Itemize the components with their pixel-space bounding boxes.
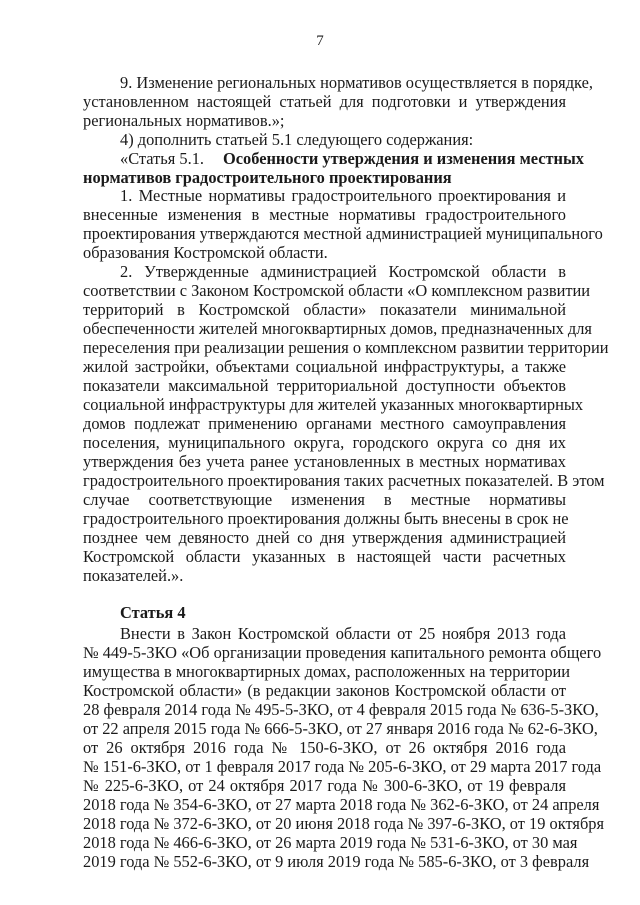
text-line: № 449-5-ЗКО «Об организации проведения капитального ремонта общего	[83, 643, 602, 662]
text-line: переселения при реализации решения о комплексном развитии территории	[83, 338, 609, 357]
text-line: соответствии с Законом Костромской области «О комплексном развитии	[83, 281, 591, 300]
text-line: установленном настоящей статьей для подготовки и утверждения	[83, 92, 566, 111]
article-label: «Статья 5.1.	[120, 149, 204, 168]
text-line: внесенные изменения в местные нормативы градостроительного	[83, 205, 566, 224]
text-line: домов подлежат применению органами местного самоуправления	[83, 414, 566, 433]
text-line: от 26 октября 2016 года № 150-6-ЗКО, от 26 октября 2016 года	[83, 738, 566, 757]
text-line: показатели максимальной территориальной доступности объектов	[83, 376, 566, 395]
text-line: поселения, муниципального округа, городского округа со дня их	[83, 433, 566, 452]
text-line: обеспеченности жителей многоквартирных домов, предназначенных для	[83, 319, 592, 338]
text-line: имущества в многоквартирных домах, расположенных на территории	[83, 662, 571, 681]
text-line: образования Костромской области.	[83, 243, 328, 262]
text-line: проектирования утверждаются местной администрацией муниципального	[83, 224, 603, 243]
text-line: градостроительного проектирования таких расчетных показателей. В этом	[83, 471, 605, 490]
text-line: позднее чем девяносто дней со дня утверждения администрацией	[83, 528, 566, 547]
text-line: 1. Местные нормативы градостроительного проектирования и	[120, 186, 566, 205]
text-line: территорий в Костромской области» показатели минимальной	[83, 300, 566, 319]
text-line: жилой застройки, объектами социальной инфраструктуры, а также	[83, 357, 566, 376]
text-line: 4) дополнить статьей 5.1 следующего содержания:	[120, 130, 474, 149]
text-line: 2018 года № 354-6-ЗКО, от 27 марта 2018 года № 362-6-ЗКО, от 24 апреля	[83, 795, 600, 814]
text-line: Костромской области» (в редакции законов Костромской области от	[83, 681, 566, 700]
text-line: № 151-6-ЗКО, от 1 февраля 2017 года № 205-6-ЗКО, от 29 марта 2017 года	[83, 757, 602, 776]
page-number: 7	[316, 33, 324, 49]
article-title: нормативов градостроительного проектирования	[83, 168, 452, 187]
text-line: 9. Изменение региональных нормативов осуществляется в порядке,	[120, 73, 593, 92]
text-line: случае соответствующие изменения в местные нормативы	[83, 490, 566, 509]
text-line: утверждения без учета ранее установленных в местных нормативах	[83, 452, 566, 471]
text-line: № 225-6-ЗКО, от 24 октября 2017 года № 300-6-ЗКО, от 19 февраля	[83, 776, 566, 795]
text-line: региональных нормативов.»;	[83, 111, 285, 130]
text-line: Костромской области указанных в настоящей части расчетных	[83, 547, 566, 566]
text-line: 2019 года № 552-6-ЗКО, от 9 июля 2019 года № 585-6-ЗКО, от 3 февраля	[83, 852, 590, 871]
text-line: от 22 апреля 2015 года № 666-5-ЗКО, от 27 января 2016 года № 62-6-ЗКО,	[83, 719, 598, 738]
text-line: 28 февраля 2014 года № 495-5-ЗКО, от 4 февраля 2015 года № 636-5-ЗКО,	[83, 700, 599, 719]
article-heading: Статья 4	[120, 603, 186, 622]
text-line: 2018 года № 372-6-ЗКО, от 20 июня 2018 года № 397-6-ЗКО, от 19 октября	[83, 814, 605, 833]
text-line: градостроительного проектирования должны быть внесены в срок не	[83, 509, 569, 528]
text-line: 2018 года № 466-6-ЗКО, от 26 марта 2019 года № 531-6-ЗКО, от 30 мая	[83, 833, 578, 852]
text-line: Внести в Закон Костромской области от 25 ноября 2013 года	[120, 624, 566, 643]
text-line: 2. Утвержденные администрацией Костромской области в	[120, 262, 566, 281]
text-line: показателей.».	[83, 566, 184, 585]
text-line: социальной инфраструктуры для жителей указанных многоквартирных	[83, 395, 584, 414]
article-title: Особенности утверждения и изменения местных	[223, 149, 584, 168]
